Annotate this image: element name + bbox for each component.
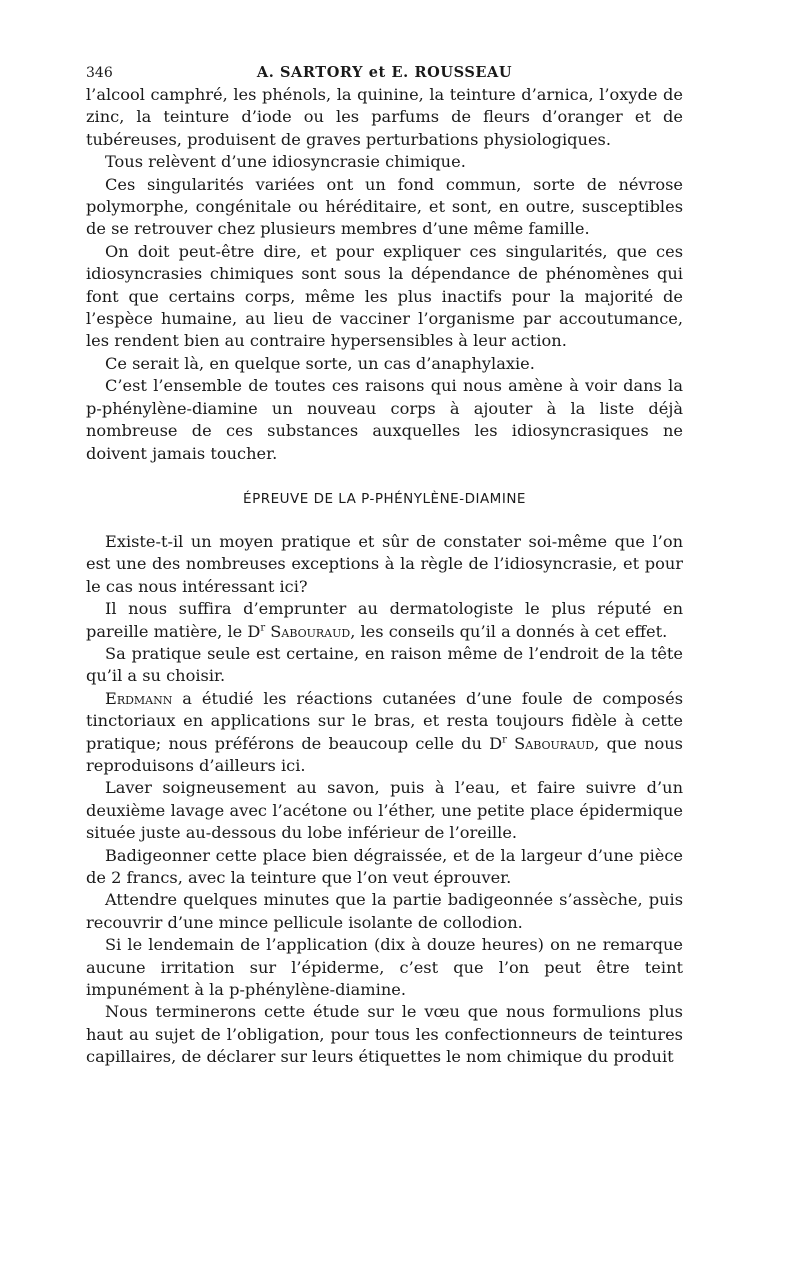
paragraph [86,688,683,778]
text-run: a étudié les réactions cutanées d’une foule de composés tinctoriaux en applications sur le bras, et resta toujours fidèle à cette pratique; nous préférons de beaucoup celle du D [86,688,683,753]
paragraph: Badigeonner cette place bien dégraissée, et de la largeur d’une pièce de 2 francs, avec la teinture que l’on veut éprouver. [86,845,683,887]
page-number: 346 [86,65,113,81]
paragraph: Sa pratique seule est certaine, en raison même de l’endroit de la tête qu’il a su choisir. [86,643,683,686]
paragraph: Ce serait là, en quelque sorte, un cas d’anaphylaxie. [105,353,535,373]
author-name: Sabouraud [270,621,351,641]
author-name: Sabouraud [514,733,595,753]
paragraph [86,598,683,643]
paragraph: Tous relèvent d’une idiosyncrasie chimique. [105,152,466,172]
text-run: , les conseils qu’il a donnés à cet effet. [350,621,668,641]
paragraph: C’est l’ensemble de toutes ces raisons qui nous amène à voir dans la p-phénylène-diamine un nouveau corps à ajouter à la liste déjà nombreuse de ces substances auxquelles les idiosyncrasiques ne doivent jamais toucher. [86,376,683,463]
page-body [86,60,683,1069]
author-name: Erdmann [105,688,173,708]
paragraph-continuation: l’alcool camphré, les phénols, la quinine, la teinture d’arnica, l’oxyde de zinc, la teinture d’iode ou les parfums de fleurs d’oranger et de tubéreuses, produisent de graves perturbations physiologiques. [86,85,683,149]
paragraph: Laver soigneusement au savon, puis à l’eau, et faire suivre d’un deuxième lavage avec l’acétone ou l’éther, une petite place épidermique située juste au-dessous du lobe inférieur de l’oreille. [86,778,683,843]
running-header [86,60,683,84]
superscript: r [502,734,507,746]
paragraph: Ces singularités variées ont un fond commun, sorte de névrose polymorphe, congénitale ou héréditaire, et sont, en outre, susceptibles de se retrouver chez plusieurs membres d’une même famille. [86,174,683,239]
paragraph: Existe-t-il un moyen pratique et sûr de constater soi-même que l’on est une des nombreuses exceptions à la règle de l’idiosyncrasie, et pour le cas nous intéressant ici? [86,531,683,596]
text-run: , que nous reproduisons d’ailleurs ici. [86,733,683,775]
paragraph: Attendre quelques minutes que la partie badigeonnée s’assèche, puis recouvrir d’une mince pellicule isolante de collodion. [86,890,683,932]
running-head-authors: A. SARTORY et E. ROUSSEAU [256,64,513,81]
paragraph: Nous terminerons cette étude sur le vœu que nous formulions plus haut au sujet de l’obligation, pour tous les confectionneurs de teintures capillaires, de déclarer sur leurs étiquettes le nom chimique du produit [86,1002,683,1067]
text-run: Il nous suffira d’emprunter au dermatologiste le plus réputé en pareille matière, le D [86,599,683,641]
section-heading: ÉPREUVE DE LA P-PHÉNYLÈNE-DIAMINE [243,490,526,507]
paragraph: Si le lendemain de l’application (dix à douze heures) on ne remarque aucune irritation sur l’épiderme, c’est que l’on peut être teint impunément à la p-phénylène-diamine. [86,935,683,1000]
superscript: r [260,622,266,634]
paragraph: On doit peut-être dire, et pour expliquer ces singularités, que ces idiosyncrasies chimiques sont sous la dépendance de phénomènes qui font que certains corps, même les plus inactifs pour la majorité de l’espèce humaine, au lieu de vacciner l’organisme par accoutumance, les rendent bien au contraire hypersensibles à leur action. [86,241,683,351]
